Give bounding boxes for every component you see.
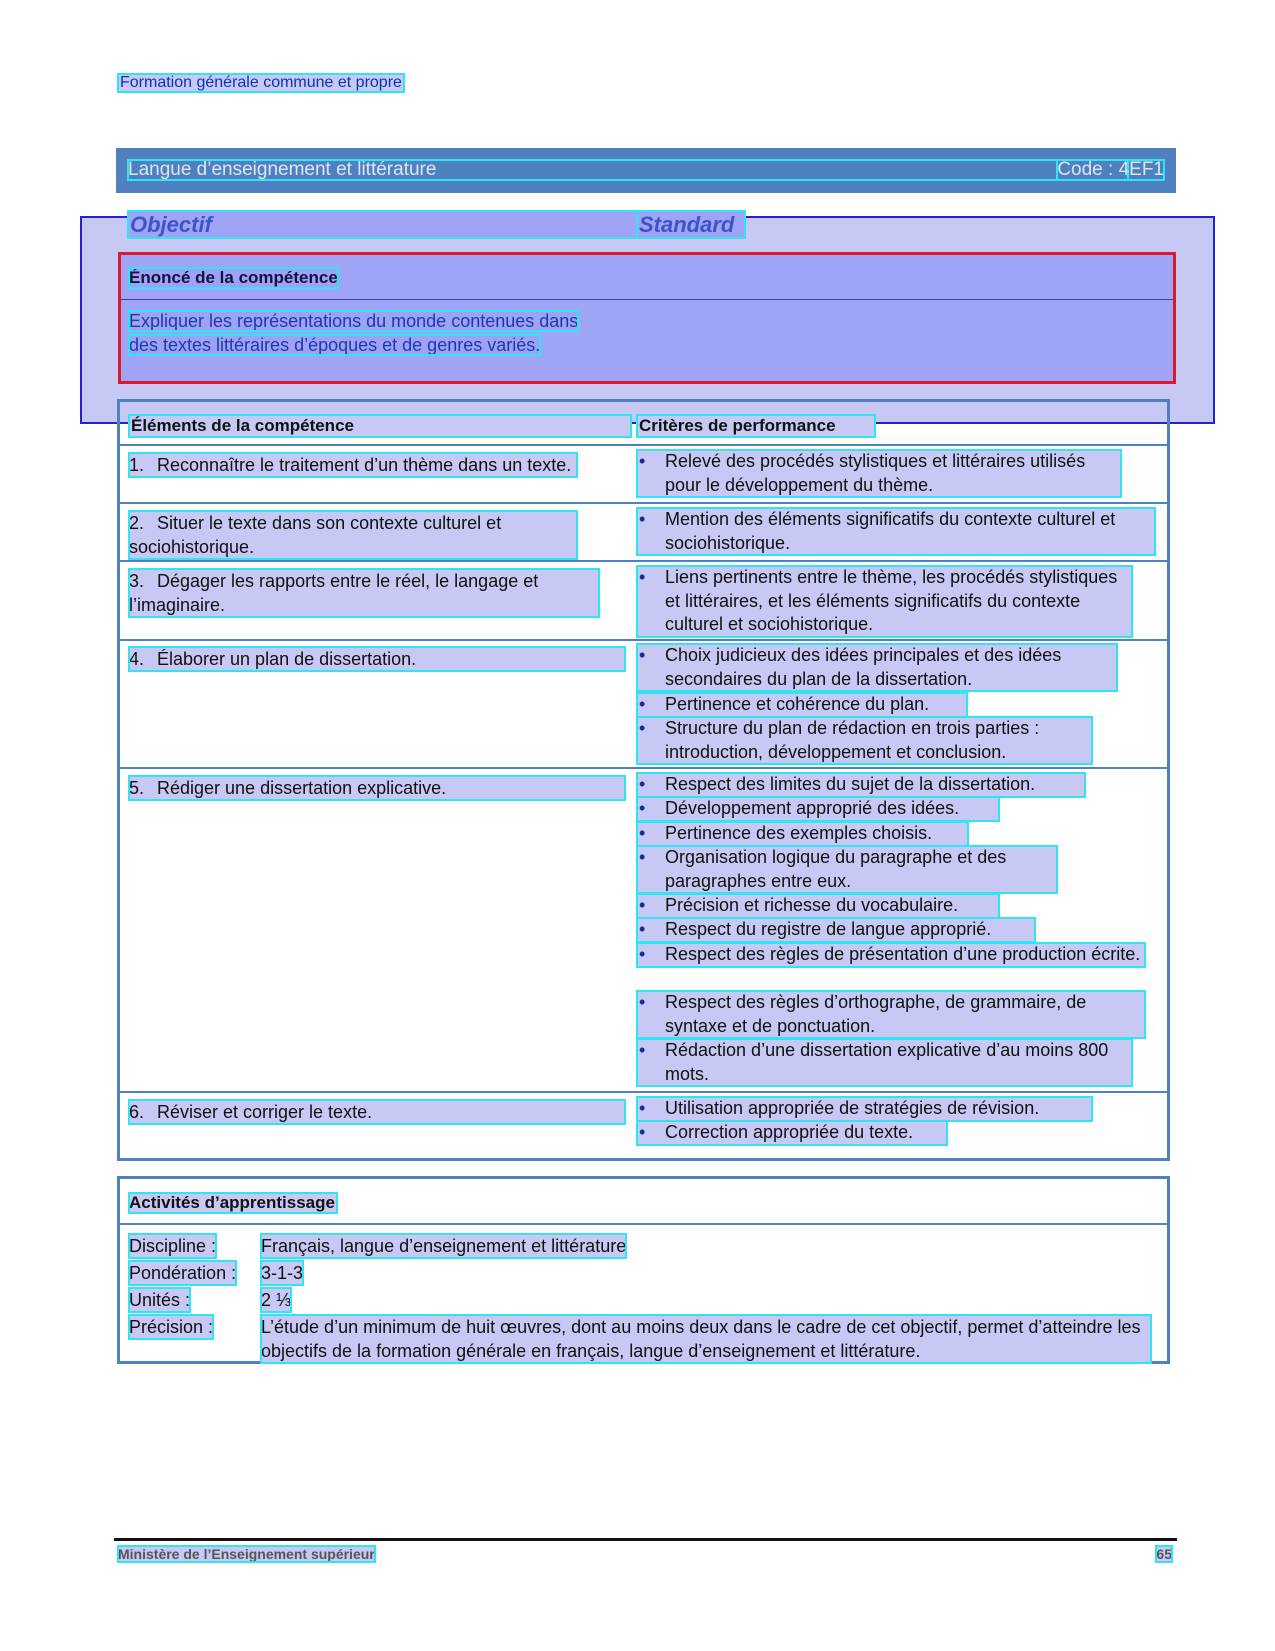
activites-apprentissage-box bbox=[117, 1176, 1170, 1364]
row-divider bbox=[120, 639, 1167, 641]
criterion: • Respect des règles de présentation d’une production écrite. bbox=[637, 943, 1145, 967]
element-text: Élaborer un plan de dissertation. bbox=[157, 649, 417, 669]
elements-criteres-table bbox=[117, 399, 1170, 1161]
enonce-title: Énoncé de la compétence bbox=[129, 268, 338, 287]
criterion: • Liens pertinents entre le thème, les procédés stylistiques et littéraires, et les éléments significatifs du contexte culturel et sociohistorique. bbox=[637, 566, 1132, 637]
section-label: Formation générale commune et propre bbox=[120, 74, 402, 91]
criterion: • Organisation logique du paragraphe et des paragraphes entre eux. bbox=[637, 846, 1057, 893]
element-1 bbox=[129, 453, 577, 477]
element-number: 3. bbox=[129, 571, 145, 591]
activities-title: Activités d’apprentissage bbox=[129, 1193, 335, 1212]
element-number: 4. bbox=[129, 649, 145, 669]
criterion: • Choix judicieux des idées principales et des idées secondaires du plan de la dissertation. bbox=[637, 644, 1117, 691]
row-divider bbox=[120, 560, 1167, 562]
unites-value: 2 ⅓ bbox=[261, 1290, 292, 1310]
element-number: 6. bbox=[129, 1102, 145, 1122]
objectif-heading: Objectif bbox=[128, 211, 637, 238]
row-divider bbox=[120, 767, 1167, 769]
element-4 bbox=[129, 647, 625, 671]
criterion: • Développement approprié des idées. bbox=[637, 797, 999, 821]
element-number: 5. bbox=[129, 778, 145, 798]
ponderation-label: Pondération : bbox=[129, 1263, 237, 1283]
criterion: • Respect du registre de langue approprié. bbox=[637, 918, 1035, 942]
unites-label: Unités : bbox=[129, 1290, 191, 1310]
criterion: • Relevé des procédés stylistiques et littéraires utilisés pour le développement du thème. bbox=[637, 450, 1121, 497]
element-text: Situer le texte dans son contexte culturel et sociohistorique. bbox=[129, 513, 502, 557]
enonce-text bbox=[129, 309, 589, 357]
element-2 bbox=[129, 511, 577, 559]
precision-value: L’étude d’un minimum de huit œuvres, dont au moins deux dans le cadre de cet objectif, permet d’atteindre les objectifs de la formation générale en français, langue d’enseignement et littérature. bbox=[261, 1315, 1151, 1363]
element-3 bbox=[129, 569, 599, 617]
enonce-competence-box bbox=[118, 252, 1176, 384]
element-number: 2. bbox=[129, 513, 145, 533]
element-number: 1. bbox=[129, 455, 145, 475]
element-5 bbox=[129, 776, 625, 800]
criterion: • Précision et richesse du vocabulaire. bbox=[637, 894, 999, 918]
criterion: • Respect des limites du sujet de la dissertation. bbox=[637, 773, 1085, 797]
discipline-label: Discipline : bbox=[129, 1236, 217, 1256]
course-code: Code : 4EF1 bbox=[1057, 159, 1164, 180]
activities-divider bbox=[120, 1223, 1167, 1225]
element-text: Reconnaître le traitement d’un thème dans un texte. bbox=[157, 455, 572, 475]
ponderation-value: 3-1-3 bbox=[261, 1263, 304, 1283]
criterion: • Pertinence et cohérence du plan. bbox=[637, 693, 967, 717]
discipline-value: Français, langue d’enseignement et littérature bbox=[261, 1236, 627, 1256]
criteres-header: Critères de performance bbox=[637, 415, 875, 437]
course-banner bbox=[116, 148, 1176, 193]
row-divider bbox=[120, 444, 1167, 446]
footer-ministry: Ministère de l’Enseignement supérieur bbox=[118, 1546, 375, 1562]
precision-label: Précision : bbox=[129, 1317, 214, 1337]
enonce-divider bbox=[121, 299, 1173, 300]
row-divider bbox=[120, 502, 1167, 504]
enonce-text-content: Expliquer les représentations du monde contenues dans des textes littéraires d’époques et de genres variés. bbox=[129, 311, 579, 355]
element-6 bbox=[129, 1100, 625, 1124]
element-text: Rédiger une dissertation explicative. bbox=[157, 778, 447, 798]
criterion: • Mention des éléments significatifs du contexte culturel et sociohistorique. bbox=[637, 508, 1155, 555]
criterion: • Respect des règles d’orthographe, de grammaire, de syntaxe et de ponctuation. bbox=[637, 991, 1145, 1038]
row-divider bbox=[120, 1091, 1167, 1093]
criterion: • Pertinence des exemples choisis. bbox=[637, 822, 968, 846]
criterion: • Correction appropriée du texte. bbox=[637, 1121, 947, 1145]
criterion: • Structure du plan de rédaction en trois parties : introduction, développement et conclusion. bbox=[637, 717, 1092, 764]
standard-heading: Standard bbox=[637, 211, 745, 238]
element-text: Dégager les rapports entre le réel, le langage et l’imaginaire. bbox=[129, 571, 539, 615]
footer-rule bbox=[114, 1538, 1177, 1541]
course-title: Langue d’enseignement et littérature bbox=[128, 160, 1128, 180]
elements-header: Éléments de la compétence bbox=[129, 415, 631, 437]
criterion: • Rédaction d’une dissertation explicative d’au moins 800 mots. bbox=[637, 1039, 1132, 1086]
element-text: Réviser et corriger le texte. bbox=[157, 1102, 373, 1122]
criterion: • Utilisation appropriée de stratégies de révision. bbox=[637, 1097, 1092, 1121]
page-number: 65 bbox=[1156, 1546, 1172, 1562]
